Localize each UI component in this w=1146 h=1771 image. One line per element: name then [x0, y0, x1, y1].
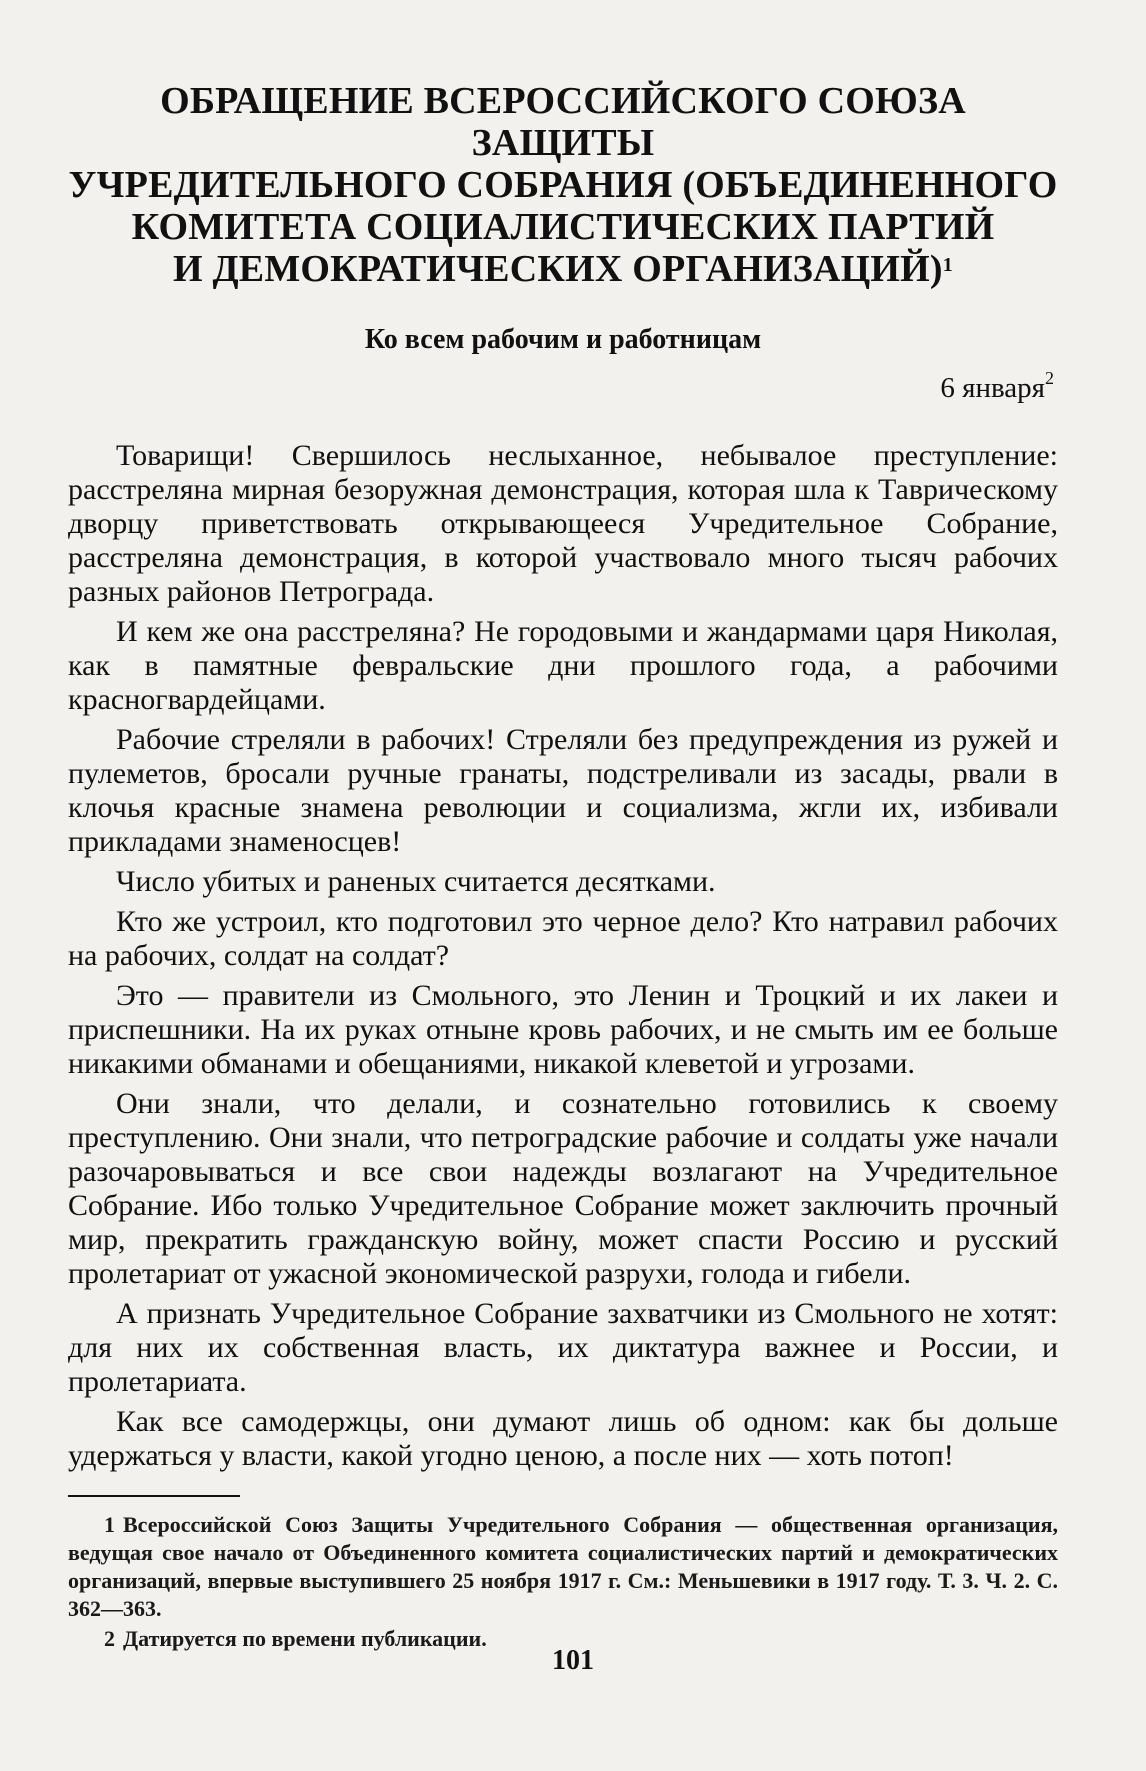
title-line: УЧРЕДИТЕЛЬНОГО СОБРАНИЯ (ОБЪЕДИНЕННОГО [68, 164, 1058, 206]
footnote-text: Датируется по времени публикации. [123, 1626, 487, 1651]
title-line: КОМИТЕТА СОЦИАЛИСТИЧЕСКИХ ПАРТИЙ [131, 206, 995, 248]
title-line-text: И ДЕМОКРАТИЧЕСКИХ ОРГАНИЗАЦИЙ) [172, 248, 943, 290]
paragraph: Кто же устроил, кто подготовил это черное дело? Кто натравил рабочих на рабочих, солдат на солдат? [68, 905, 1058, 972]
footnote [68, 1511, 1058, 1623]
paragraph: Рабочие стреляли в рабочих! Стреляли без предупреждения из ружей и пулеметов, бросали ручные гранаты, подстреливали из засады, рвали в клочья красные знамена революции и социализма, жгли их, избивали прикладами знаменосцев! [68, 723, 1058, 858]
footnote-number: 2 [104, 1626, 115, 1651]
footnotes [68, 1511, 1058, 1653]
body-text [68, 439, 1058, 1473]
footnote-text: Всероссийской Союз Защиты Учредительного Собрания — общественная организация, ведущая свое начало от Объединенного комитета социалистических партий и демократических организаций, впервые выступившего 25 ноября 1917 г. См.: Меньшевики в 1917 году. Т. 3. Ч. 2. С. 362—363. [68, 1512, 1058, 1621]
paragraph: Они знали, что делали, и сознательно готовились к своему преступлению. Они знали, что петроградские рабочие и солдаты уже начали разочаровываться и все свои надежды возлагают на Учредительное Собрание. Ибо только Учредительное Собрание может заключить прочный мир, прекратить гражданскую войну, может спасти Россию и русский пролетариат от ужасной экономической разрухи, голода и гибели. [68, 1087, 1058, 1290]
date-footnote-mark: 2 [1045, 368, 1054, 388]
document-date [68, 368, 1058, 405]
paragraph: А признать Учредительное Собрание захватчики из Смольного не хотят: для них их собственная власть, их диктатура важнее и России, и пролетариата. [68, 1297, 1058, 1398]
title-line [68, 248, 1058, 290]
paragraph: И кем же она расстреляна? Не городовыми и жандармами царя Николая, как в памятные февральские дни прошлого года, а рабочими красногвардейцами. [68, 615, 1058, 716]
document-subtitle: Ко всем рабочим и работницам [364, 324, 762, 355]
paragraph: Число убитых и раненых считается десятками. [116, 865, 716, 898]
page-number: 101 [552, 1645, 594, 1676]
paragraph: Товарищи! Свершилось неслыханное, небывалое преступление: расстреляна мирная безоружная демонстрация, которая шла к Таврическому дворцу приветствовать открывающееся Учредительное Собрание, расстреляна демонстрация, в которой участвовало много тысяч рабочих разных районов Петрограда. [68, 439, 1058, 608]
paragraph: Как все самодержцы, они думают лишь об одном: как бы дольше удержаться у власти, какой угодно ценою, а после них — хоть потоп! [68, 1405, 1058, 1472]
date-text: 6 января [940, 372, 1045, 404]
document-title [68, 80, 1058, 290]
document-page [68, 80, 1058, 1655]
title-footnote-mark: 1 [942, 254, 953, 276]
paragraph: Это — правители из Смольного, это Ленин и Троцкий и их лакеи и приспешники. На их руках отныне кровь рабочих, и не смыть им ее больше никакими обманами и обещаниями, никакой клеветой и угрозами. [68, 979, 1058, 1080]
footnote-divider [68, 1495, 240, 1497]
title-line: ОБРАЩЕНИЕ ВСЕРОССИЙСКОГО СОЮЗА ЗАЩИТЫ [160, 80, 966, 164]
footnote-number: 1 [104, 1512, 115, 1537]
